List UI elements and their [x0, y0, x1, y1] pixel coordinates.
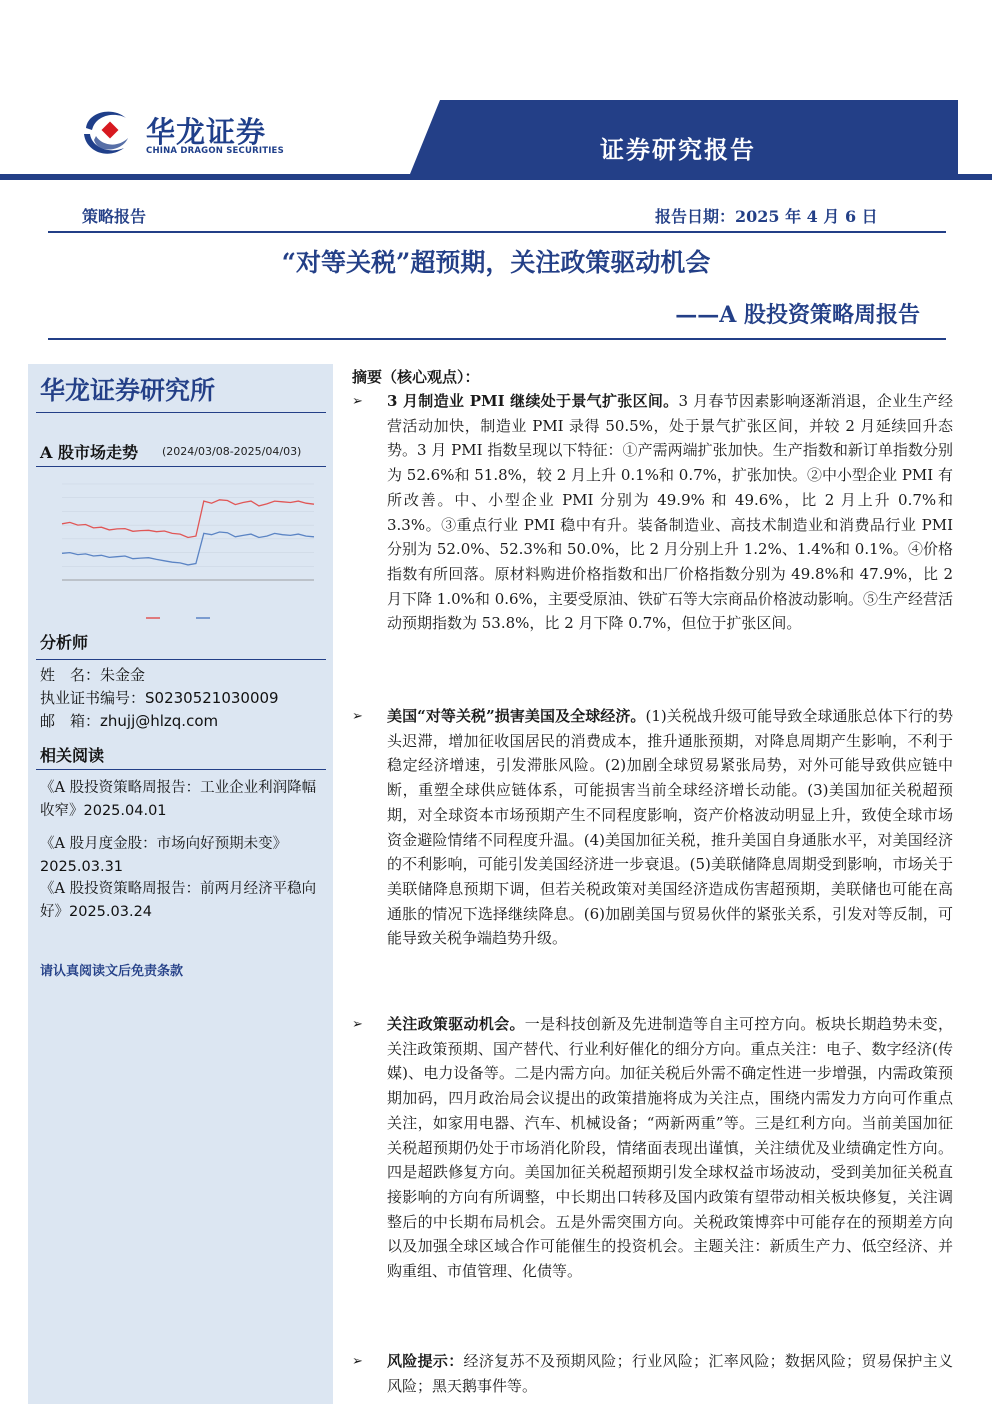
sidebar-divider — [36, 466, 326, 467]
related-item[interactable] — [40, 878, 325, 924]
analyst-name-label: 姓 名： — [40, 666, 101, 684]
logo-english-name: CHINA DRAGON SECURITIES — [146, 146, 284, 156]
section-lead: 关注政策驱动机会。 — [387, 1015, 525, 1033]
analyst-heading: 分析师 — [40, 633, 89, 652]
related-item-title: 《A 股月度金股：市场向好预期未变》 — [40, 836, 288, 852]
section-lead: 美国“对等关税”损害美国及全球经济。 — [387, 707, 646, 725]
section-paragraph — [387, 389, 953, 636]
bullet-arrow-icon: ➢ — [352, 1017, 363, 1032]
section-text: 经济复苏不及预期风险；行业风险；汇率风险；数据风险；贸易保护主义风险；黑天鹅事件等。 — [387, 1352, 953, 1395]
disclaimer-note[interactable]: 请认真阅读文后免责条款 — [40, 964, 184, 979]
section-lead: 风险提示： — [387, 1352, 464, 1370]
analyst-email-row — [40, 710, 218, 731]
market-trend-title: A 股市场走势 — [40, 443, 138, 462]
title-divider — [48, 338, 946, 340]
chart-series-line-1 — [62, 500, 314, 538]
analyst-email-value[interactable]: zhujj@hlzq.com — [100, 712, 219, 730]
section-paragraph — [387, 704, 953, 951]
section-text: 3 月春节因素影响逐渐消退，企业生产经营活动加快，制造业 PMI 录得 50.5%，处于景气扩张区间，并较 2 月延续回升态势。3 月 PMI 指数呈现以下特征：①产需两端扩张加快。生产指数和新订单指数分别为 52.6%和 51.8%，较 2 月上升 0.1%和 0.7%，扩张加快。②中小型企业 PMI 有所改善。中、小型企业 PMI 分别为 49.9% 和 49.6%，比 2 月上升 0.7%和 3.3%。③重点行业 PMI 稳中有升。装备制造业、高技术制造业和消费品行业 PMI 分别为 52.0%、52.3%和 50.0%，比 2 月分别上升 1.2%、1.4%和 0.1%。④价格指数有所回落。原材料购进价格指数和出厂价格指数分别为 49.8%和 47.9%，比 2 月下降 1.0%和 0.6%，主要受原油、铁矿石等大宗商品价格波动影响。⑤生产经营活动预期指数为 53.8%，比 2 月下降 0.7%，但位于扩张区间。 — [387, 392, 953, 633]
market-trend-chart — [36, 476, 320, 626]
analyst-email-label: 邮 箱： — [40, 712, 101, 730]
sidebar-divider — [36, 769, 326, 770]
section-paragraph — [387, 1012, 953, 1284]
report-subtitle: ——A 股投资策略周报告 — [675, 302, 920, 328]
market-trend-range: (2024/03/08-2025/04/03) — [162, 445, 302, 458]
analyst-license-label: 执业证书编号： — [40, 689, 146, 707]
report-date: 报告日期：2025 年 4 月 6 日 — [655, 207, 878, 226]
related-item[interactable] — [40, 833, 325, 879]
related-item-title: 《A 股投资策略周报告：工业企业利润降幅收窄》 — [40, 780, 317, 819]
chart-gridlines — [62, 484, 314, 580]
section-text: 一是科技创新及先进制造等自主可控方向。板块长期趋势未变，关注政策预期、国产替代、行业利好催化的细分方向。重点关注：电子、数字经济(传媒)、电力设备等。二是内需方向。加征关税后外需不确定性进一步增强，内需政策预期加码，四月政治局会议提出的政策措施将成为关注点，围绕内需发力方向可作重点关注，如家用电器、汽车、机械设备；“两新两重”等。三是红利方向。当前美国加征关税超预期仍处于市场消化阶段，情绪面表现出谨慎，关注绩优及业绩确定性方向。四是超跌修复方向。美国加征关税超预期引发全球权益市场波动，受到美加征关税直接影响的方向有所调整，中长期出口转移及国内政策有望带动相关板块修复，关注调整后的中长期布局机会。五是外需突围方向。关税政策博弈中可能存在的预期差方向以及加强全球区域合作可能催生的投资机会。主题关注：新质生产力、低空经济、并购重组、市值管理、化债等。 — [387, 1015, 953, 1281]
header-divider — [48, 231, 946, 233]
logo-chinese-name: 华龙证券 — [146, 115, 267, 149]
related-item-title: 《A 股投资策略周报告：前两月经济平稳向好》 — [40, 881, 317, 920]
related-reading-heading: 相关阅读 — [40, 746, 105, 765]
section-lead: 3 月制造业 PMI 继续处于景气扩张区间。 — [387, 392, 679, 410]
sidebar-divider — [36, 412, 326, 413]
report-type: 策略报告 — [82, 207, 147, 226]
company-logo-icon — [78, 104, 134, 160]
analyst-name-row — [40, 664, 145, 685]
related-item-date: 2025.03.31 — [40, 859, 124, 875]
summary-heading: 摘要（核心观点）： — [352, 368, 480, 386]
sidebar-divider — [36, 659, 326, 660]
report-title: “对等关税”超预期，关注政策驱动机会 — [281, 248, 711, 277]
chart-series-group — [62, 500, 314, 618]
bullet-arrow-icon: ➢ — [352, 1354, 363, 1369]
analyst-name-value: 朱金金 — [100, 666, 146, 684]
analyst-license-value: S0230521030009 — [145, 689, 279, 707]
analyst-license-row — [40, 687, 279, 708]
related-item[interactable] — [40, 777, 325, 823]
bullet-arrow-icon: ➢ — [352, 394, 363, 409]
institute-name: 华龙证券研究所 — [40, 376, 216, 405]
bullet-arrow-icon: ➢ — [352, 709, 363, 724]
section-paragraph — [387, 1349, 953, 1398]
related-item-date: 2025.04.01 — [83, 803, 167, 819]
section-text: (1)关税战升级可能导致全球通胀总体下行的势头迟滞，增加征收国居民的消费成本，推升通胀预期，对降息周期产生影响，不利于稳定经济增速，引发滞胀风险。(2)加剧全球贸易紧张局势，对外可能导致供应链中断，重塑全球供应链体系，可能损害当前全球经济增长动能。(3)美国加征关税超预期，对全球资本市场预期产生不同程度影响，资产价格波动明显上升，致使全球市场资金避险情绪不同程度升温。(4)美国加征关税，推升美国自身通胀水平，对美国经济的不利影响，可能引发美国经济进一步衰退。(5)美联储降息周期受到影响，市场关于美联储降息预期下调，但若关税政策对美国经济造成伤害超预期，美联储也可能在高通胀的情况下选择继续降息。(6)加剧美国与贸易伙伴的紧张关系，引发对等反制，可能导致关税争端趋势升级。 — [387, 707, 953, 948]
related-item-date: 2025.03.24 — [69, 904, 153, 920]
banner-title: 证券研究报告 — [600, 135, 756, 164]
